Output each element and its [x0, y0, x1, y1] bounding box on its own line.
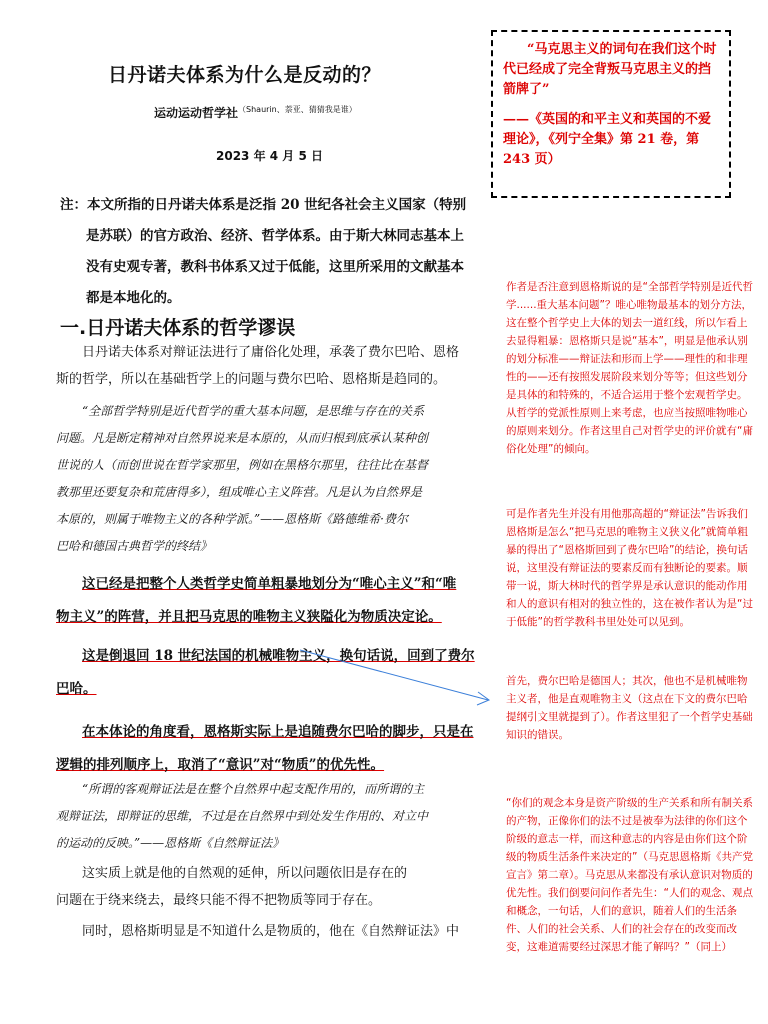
- paragraph-1-line-1: 日丹诺夫体系对辩证法进行了庸俗化处理，承袭了费尔巴哈、恩格: [82, 345, 460, 360]
- section-heading: 一.日丹诺夫体系的哲学谬误: [60, 317, 296, 339]
- note-line-4: 都是本地化的。: [86, 290, 181, 306]
- document-title: 日丹诺夫体系为什么是反动的？: [108, 64, 382, 86]
- quote-1-line-4: 教那里还要复杂和荒唐得多），组成唯心主义阵营。凡是认为自然界是: [56, 485, 423, 499]
- quote-1-line-6: 巴哈和德国古典哲学的终结》: [56, 539, 213, 553]
- quote-1-line-5: 本原的，则属于唯物主义的各种学派。”——恩格斯《路德维希·费尔: [56, 512, 408, 526]
- paragraph-2-line-1: 这实质上就是他的自然观的延伸，所以问题依旧是存在的: [82, 866, 408, 881]
- side-annotation-4: “你们的观念本身是资产阶级的生产关系和所有制关系的产物，正像你们的法不过是被奉为法律的你们这个阶级的意志一样，而这种意志的内容是由你们这个阶级的物质生活条件来决定的”（马克思恩格斯《共产党宣言》第二章）。马克思从来都没有承认意识对物质的优先性。我们倒要问问作者先生：“人们的观念、观点和概念，一句话，人们的意识，随着人们的生活条件、人们的社会关系、人们的社会存在的改变而改变，这难道需要经过深思才能了解吗？”（同上）: [506, 797, 753, 953]
- quote-1-line-3: 世说的人（而创世说在哲学家那里，例如在黑格尔那里，往往比在基督: [56, 458, 429, 472]
- note-line-3: 没有史观专著，教科书体系又过于低能，这里所采用的文献基本: [86, 259, 464, 275]
- quote-2-line-3: 的运动的反映。”——恩格斯《自然辩证法》: [56, 836, 285, 850]
- paragraph-2-line-2: 问题在于绕来绕去，最终只能不得不把物质等同于存在。: [56, 893, 382, 908]
- note-line-2: 是苏联）的官方政治、经济、哲学体系。由于斯大林同志基本上: [86, 228, 464, 244]
- bold-2-line-2: 巴哈。: [56, 681, 97, 697]
- author-members: （Shaurin、萘亚、猜猜我是谁）: [238, 105, 357, 114]
- quote-1-line-2: 问题。凡是断定精神对自然界说来是本原的，从而归根到底承认某种创: [56, 431, 429, 445]
- quote-2-line-1: “所谓的客观辩证法是在整个自然界中起支配作用的，而所谓的主: [82, 782, 425, 796]
- bold-1-line-2: 物主义”的阵营，并且把马克思的唯物主义狭隘化为物质决定论。: [56, 609, 442, 625]
- side-annotation-1: 作者是否注意到恩格斯说的是“全部哲学特别是近代哲学......重大基本问题”？唯心唯物最基本的划分方法，这在整个哲学史上大体的划去一道红线，所以乍看上去显得粗暴：恩格斯只是说“基本”，明显是他承认别的划分标准——辩证法和形而上学——理性的和非理性的——还有按照发展阶段来划分等等；但这些划分是具体的和特殊的，不适合运用于整个宏观哲学史。从哲学的党派性原则上来考虑，也应当按照唯物唯心的原则来划分。作者这里自己对哲学史的评价就有“庸俗化处理”的倾向。: [506, 281, 753, 455]
- bold-3-line-1: 在本体论的角度看，恩格斯实际上是追随费尔巴哈的脚步，只是在: [82, 724, 474, 740]
- author-name: 运动运动哲学社: [154, 106, 239, 120]
- document-date: 2023 年 4 月 5 日: [216, 149, 323, 163]
- arrow-line: [300, 650, 488, 700]
- bold-2-line-1: 这是倒退回 18 世纪法国的机械唯物主义，换句话说，回到了费尔: [82, 648, 475, 664]
- marx-quote-text: “马克思主义的词句在我们这个时代已经成了完全背叛马克思主义的挡箭牌了”: [503, 42, 717, 97]
- side-annotation-2: 可是作者先生并没有用他那高超的“辩证法”告诉我们恩格斯是怎么“把马克思的唯物主义狭义化”就简单粗暴的得出了“恩格斯回到了费尔巴哈”的结论，换句话说，这里没有辩证法的要素反而有独断论的要素。顺带一说，斯大林时代的哲学界是承认意识的能动作用和人的意识有相对的独立性的，这在被作者认为是“过于低能”的哲学教科书里处处可以见到。: [506, 508, 753, 628]
- bold-3-line-2: 逻辑的排列顺序上，取消了“意识”对“物质”的优先性。: [56, 757, 385, 773]
- bold-1-line-1: 这已经是把整个人类哲学史简单粗暴地划分为“唯心主义”和“唯: [82, 576, 457, 592]
- side-annotation-3: 首先，费尔巴哈是德国人；其次，他也不是机械唯物主义者，他是直观唯物主义（这点在下文的费尔巴哈提纲引文里就提到了）。作者这里犯了一个哲学史基础知识的错误。: [506, 675, 753, 741]
- paragraph-1-line-2: 斯的哲学，所以在基础哲学上的问题与费尔巴哈、恩格斯是趋同的。: [56, 372, 447, 387]
- paragraph-3-line-1: 同时，恩格斯明显是不知道什么是物质的，他在《自然辩证法》中: [82, 924, 460, 939]
- note-line-1: 注：本文所指的日丹诺夫体系是泛指 20 世纪各社会主义国家（特别: [60, 197, 467, 213]
- marx-quote-source: ——《英国的和平主义和英国的不爱理论》，《列宁全集》第 21 卷，第 243 页）: [503, 112, 712, 167]
- quote-2-line-2: 观辩证法，即辩证的思维，不过是在自然界中到处发生作用的、对立中: [56, 809, 429, 823]
- quote-1-line-1: “全部哲学特别是近代哲学的重大基本问题，是思维与存在的关系: [82, 404, 425, 418]
